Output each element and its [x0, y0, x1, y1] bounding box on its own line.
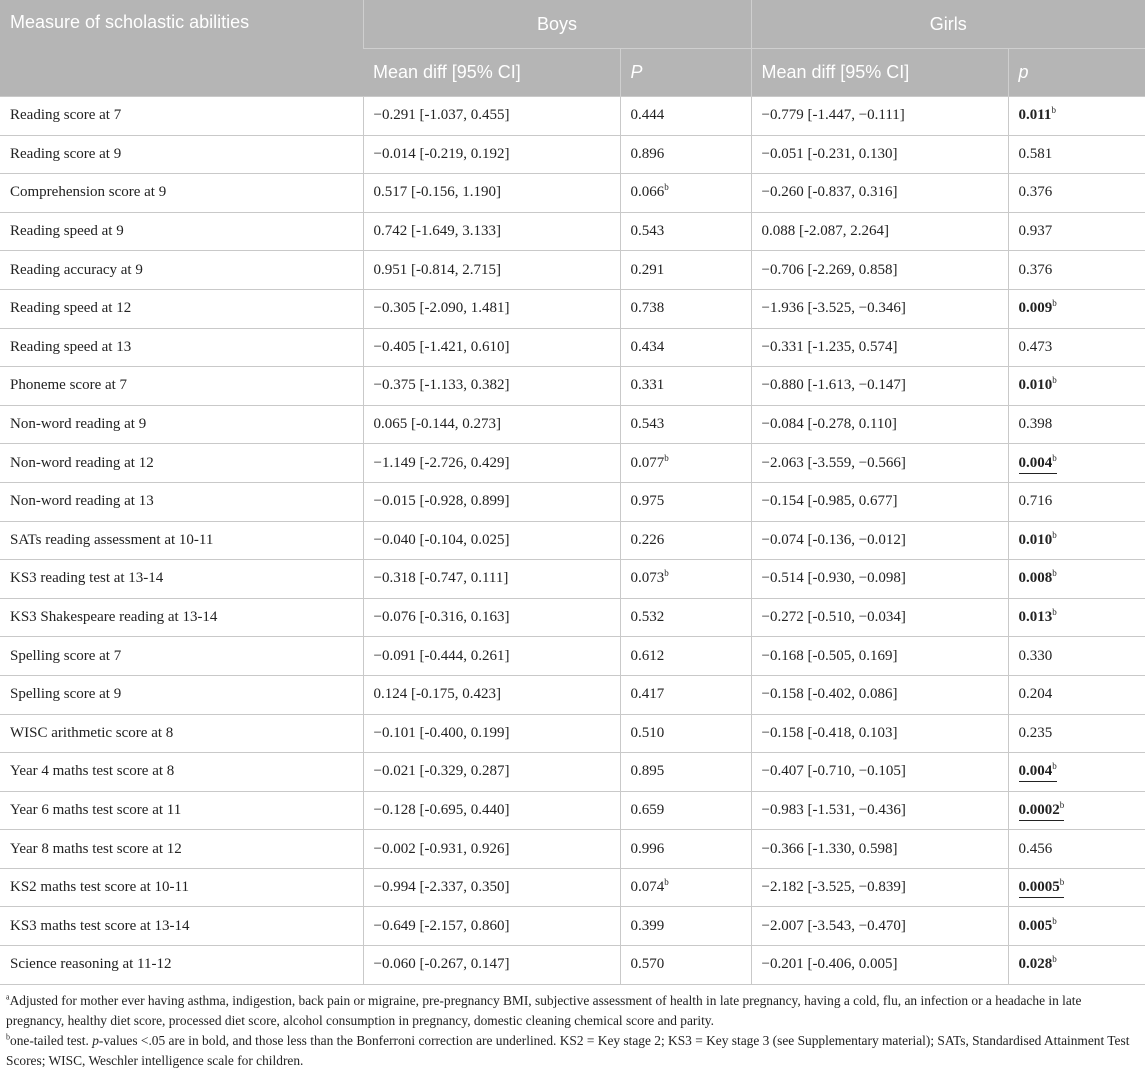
girls-mean-diff-cell: −0.514 [-0.930, −0.098]	[751, 560, 1008, 599]
girls-p-value: 0.581	[1018, 145, 1053, 162]
boys-p-cell	[620, 405, 751, 444]
girls-p-cell	[1008, 482, 1145, 521]
footnote-b-lead: one-tailed test.	[10, 1032, 93, 1048]
boys-p-footnote-mark: b	[664, 182, 669, 193]
boys-mean-diff-cell: −0.015 [-0.928, 0.899]	[363, 482, 620, 521]
girls-p-cell	[1008, 714, 1145, 753]
boys-p-cell	[620, 212, 751, 251]
table-row	[0, 367, 1145, 406]
boys-p-footnote-mark: b	[664, 568, 669, 579]
boys-mean-diff-cell: −0.375 [-1.133, 0.382]	[363, 367, 620, 406]
girls-p-cell	[1008, 444, 1145, 483]
girls-p-cell	[1008, 675, 1145, 714]
measure-cell: Reading speed at 12	[0, 289, 363, 328]
girls-p-footnote-mark: b	[1052, 915, 1057, 926]
girls-p-value-wrap	[1019, 956, 1057, 972]
boys-mean-diff-cell: −0.101 [-0.400, 0.199]	[363, 714, 620, 753]
boys-mean-diff-cell: 0.065 [-0.144, 0.273]	[363, 405, 620, 444]
table-row	[0, 289, 1145, 328]
girls-p-cell	[1008, 212, 1145, 251]
measure-cell: KS3 Shakespeare reading at 13-14	[0, 598, 363, 637]
girls-p-cell	[1008, 328, 1145, 367]
girls-p-cell	[1008, 97, 1145, 136]
boys-p-cell	[620, 714, 751, 753]
boys-p-value: 0.417	[630, 686, 665, 703]
table-body	[0, 97, 1145, 985]
girls-mean-diff-cell: −0.779 [-1.447, −0.111]	[751, 97, 1008, 136]
girls-mean-diff-cell: −0.168 [-0.505, 0.169]	[751, 637, 1008, 676]
boys-p-cell	[620, 791, 751, 830]
girls-mean-diff-cell: −0.272 [-0.510, −0.034]	[751, 598, 1008, 637]
boys-mean-diff-cell: 0.517 [-0.156, 1.190]	[363, 174, 620, 213]
boys-p-cell	[620, 946, 751, 985]
boys-p-value: 0.532	[630, 609, 665, 626]
girls-p-header: p	[1008, 49, 1145, 97]
boys-p-value: 0.659	[630, 801, 665, 818]
footnote-a	[6, 991, 1139, 1031]
table-row	[0, 753, 1145, 792]
girls-p-footnote-mark: b	[1052, 529, 1057, 540]
girls-p-value-wrap	[1019, 609, 1057, 625]
girls-mean-diff-cell: −0.260 [-0.837, 0.316]	[751, 174, 1008, 213]
girls-p-footnote-mark: b	[1052, 607, 1057, 618]
boys-p-cell	[620, 675, 751, 714]
footnote-a-text: Adjusted for mother ever having asthma, indigestion, back pain or migraine, pre-pregnancy BMI, subjective assessment of health in late pregnancy, having a cold, flu, an infection or a headache in late pregnancy, healthy diet score, processed diet score, alcohol consumption in pregnancy, domestic cleaning chemical score and parity.	[6, 992, 1082, 1028]
girls-p-footnote-mark: b	[1052, 568, 1057, 579]
boys-p-value: 0.444	[630, 107, 665, 124]
footnote-b-italic-p: p	[92, 1032, 99, 1048]
girls-mean-diff-cell: −0.074 [-0.136, −0.012]	[751, 521, 1008, 560]
girls-p-value: 0.204	[1018, 686, 1053, 703]
measure-cell: Reading speed at 9	[0, 212, 363, 251]
boys-p-value: 0.570	[630, 956, 665, 973]
girls-p-footnote-mark: b	[1052, 761, 1057, 772]
girls-p-footnote-mark: b	[1052, 298, 1057, 309]
boys-mean-diff-cell: −0.649 [-2.157, 0.860]	[363, 907, 620, 946]
boys-p-value: 0.226	[630, 531, 665, 548]
girls-group-header: Girls	[751, 0, 1145, 49]
girls-p-value-wrap	[1019, 107, 1056, 123]
table-row	[0, 328, 1145, 367]
girls-p-value-wrap	[1019, 262, 1053, 278]
boys-p-cell	[620, 328, 751, 367]
measure-cell: Reading score at 7	[0, 97, 363, 136]
measure-cell: Phoneme score at 7	[0, 367, 363, 406]
girls-p-value-wrap	[1018, 915, 1057, 934]
table-row	[0, 830, 1145, 869]
boys-group-header: Boys	[363, 0, 751, 49]
boys-p-cell	[620, 174, 751, 213]
table-row	[0, 212, 1145, 251]
table-row	[0, 946, 1145, 985]
girls-p-value: 0.330	[1018, 647, 1053, 664]
boys-p-cell	[620, 482, 751, 521]
measure-cell: WISC arithmetic score at 8	[0, 714, 363, 753]
boys-p-cell	[620, 251, 751, 290]
girls-mean-diff-header: Mean diff [95% CI]	[751, 49, 1008, 97]
boys-p-value: 0.399	[630, 917, 665, 934]
measure-cell: Year 6 maths test score at 11	[0, 791, 363, 830]
measure-cell: Non-word reading at 9	[0, 405, 363, 444]
measure-cell: Year 8 maths test score at 12	[0, 830, 363, 869]
footnote-b-mark: b	[6, 1032, 10, 1042]
boys-p-cell	[620, 444, 751, 483]
girls-p-value-wrap	[1018, 452, 1057, 474]
boys-p-cell	[620, 135, 751, 174]
boys-p-value: 0.066	[630, 184, 665, 201]
girls-p-value: 0.0002	[1018, 801, 1060, 818]
girls-p-footnote-mark: b	[1052, 954, 1057, 965]
girls-p-value: 0.005	[1018, 917, 1053, 934]
boys-mean-diff-cell: 0.742 [-1.649, 3.133]	[363, 212, 620, 251]
girls-p-footnote-mark: b	[1052, 375, 1057, 386]
measure-cell: Spelling score at 7	[0, 637, 363, 676]
boys-p-value: 0.434	[630, 338, 665, 355]
girls-p-value: 0.473	[1018, 338, 1053, 355]
boys-p-cell	[620, 598, 751, 637]
girls-p-cell	[1008, 637, 1145, 676]
girls-mean-diff-cell: −0.331 [-1.235, 0.574]	[751, 328, 1008, 367]
girls-p-value: 0.376	[1018, 184, 1053, 201]
table-row	[0, 97, 1145, 136]
girls-mean-diff-cell: 0.088 [-2.087, 2.264]	[751, 212, 1008, 251]
measure-cell: Non-word reading at 12	[0, 444, 363, 483]
girls-p-value: 0.010	[1018, 531, 1053, 548]
girls-p-value: 0.398	[1018, 416, 1053, 433]
girls-p-cell	[1008, 868, 1145, 907]
boys-p-value: 0.510	[630, 724, 665, 741]
girls-p-value-wrap	[1019, 686, 1053, 702]
girls-p-footnote-mark: b	[1052, 452, 1057, 463]
table-row	[0, 135, 1145, 174]
girls-p-value: 0.937	[1018, 223, 1053, 240]
girls-p-value: 0.009	[1018, 300, 1053, 317]
girls-p-value-wrap	[1019, 146, 1053, 162]
boys-mean-diff-cell: −0.060 [-0.267, 0.147]	[363, 946, 620, 985]
girls-p-value-wrap	[1019, 725, 1053, 741]
measure-cell: Reading accuracy at 9	[0, 251, 363, 290]
boys-mean-diff-cell: −0.305 [-2.090, 1.481]	[363, 289, 620, 328]
boys-mean-diff-cell: 0.124 [-0.175, 0.423]	[363, 675, 620, 714]
table-row	[0, 405, 1145, 444]
boys-p-cell	[620, 521, 751, 560]
table-row	[0, 560, 1145, 599]
measure-cell: Reading score at 9	[0, 135, 363, 174]
girls-p-footnote-mark: b	[1051, 105, 1056, 116]
table-row	[0, 482, 1145, 521]
girls-p-cell	[1008, 946, 1145, 985]
boys-p-cell	[620, 830, 751, 869]
boys-mean-diff-cell: −0.128 [-0.695, 0.440]	[363, 791, 620, 830]
girls-p-value: 0.235	[1018, 724, 1053, 741]
table-row	[0, 521, 1145, 560]
boys-p-cell	[620, 560, 751, 599]
table-row	[0, 868, 1145, 907]
girls-p-value: 0.004	[1018, 454, 1053, 471]
boys-p-header: P	[620, 49, 751, 97]
boys-p-cell	[620, 97, 751, 136]
footnote-b	[6, 1031, 1139, 1071]
girls-p-cell	[1008, 907, 1145, 946]
girls-p-value: 0.010	[1018, 377, 1053, 394]
girls-p-cell	[1008, 560, 1145, 599]
girls-mean-diff-cell: −0.154 [-0.985, 0.677]	[751, 482, 1008, 521]
girls-p-value-wrap	[1019, 648, 1053, 664]
girls-p-value-wrap	[1019, 184, 1053, 200]
boys-p-value: 0.543	[630, 416, 665, 433]
boys-p-footnote-mark: b	[664, 452, 669, 463]
boys-mean-diff-cell: −0.091 [-0.444, 0.261]	[363, 637, 620, 676]
boys-mean-diff-cell: −0.002 [-0.931, 0.926]	[363, 830, 620, 869]
girls-p-cell	[1008, 251, 1145, 290]
table-header	[0, 0, 1145, 97]
footnote-b-text: -values <.05 are in bold, and those less than the Bonferroni correction are underlined. KS2 = Key stage 2; KS3 = Key stage 3 (see Supplementary material); SATs, Standardised Attainment Test Scores; WISC, Weschler intelligence scale for children.	[6, 1032, 1130, 1068]
girls-p-cell	[1008, 405, 1145, 444]
girls-p-value-wrap	[1018, 799, 1065, 821]
boys-mean-diff-cell: −0.040 [-0.104, 0.025]	[363, 521, 620, 560]
boys-mean-diff-header: Mean diff [95% CI]	[363, 49, 620, 97]
girls-p-cell	[1008, 753, 1145, 792]
girls-p-cell	[1008, 598, 1145, 637]
table-row	[0, 791, 1145, 830]
measure-cell: KS3 maths test score at 13-14	[0, 907, 363, 946]
boys-p-cell	[620, 367, 751, 406]
table-row	[0, 598, 1145, 637]
girls-mean-diff-cell: −0.407 [-0.710, −0.105]	[751, 753, 1008, 792]
girls-p-value: 0.456	[1018, 840, 1053, 857]
table-row	[0, 444, 1145, 483]
girls-p-value-wrap	[1018, 529, 1057, 548]
measure-cell: Non-word reading at 13	[0, 482, 363, 521]
girls-p-value-wrap	[1019, 377, 1057, 393]
girls-p-cell	[1008, 289, 1145, 328]
girls-mean-diff-cell: −0.366 [-1.330, 0.598]	[751, 830, 1008, 869]
boys-p-cell	[620, 753, 751, 792]
boys-mean-diff-cell: −0.318 [-0.747, 0.111]	[363, 560, 620, 599]
measure-cell: Comprehension score at 9	[0, 174, 363, 213]
girls-p-cell	[1008, 521, 1145, 560]
girls-p-value-wrap	[1019, 223, 1053, 239]
girls-p-cell	[1008, 367, 1145, 406]
girls-p-value: 0.0005	[1018, 879, 1060, 896]
girls-mean-diff-cell: −0.983 [-1.531, −0.436]	[751, 791, 1008, 830]
measure-cell: Year 4 maths test score at 8	[0, 753, 363, 792]
boys-p-value: 0.077	[630, 454, 665, 471]
girls-p-value-wrap	[1019, 879, 1065, 898]
boys-p-value: 0.612	[630, 647, 665, 664]
measure-cell: SATs reading assessment at 10-11	[0, 521, 363, 560]
girls-mean-diff-cell: −0.084 [-0.278, 0.110]	[751, 405, 1008, 444]
boys-mean-diff-cell: −0.076 [-0.316, 0.163]	[363, 598, 620, 637]
header-row-groups	[0, 0, 1145, 49]
girls-p-value-wrap	[1019, 763, 1057, 782]
boys-p-cell	[620, 289, 751, 328]
boys-p-footnote-mark: b	[664, 877, 669, 888]
girls-p-value-wrap	[1019, 841, 1053, 857]
boys-p-value: 0.073	[630, 570, 665, 587]
girls-mean-diff-cell: −1.936 [-3.525, −0.346]	[751, 289, 1008, 328]
measure-cell: Spelling score at 9	[0, 675, 363, 714]
table-row	[0, 675, 1145, 714]
table-row	[0, 714, 1145, 753]
girls-mean-diff-cell: −0.201 [-0.406, 0.005]	[751, 946, 1008, 985]
girls-p-value-wrap	[1019, 339, 1053, 355]
girls-p-value-wrap	[1019, 416, 1053, 432]
boys-mean-diff-cell: −0.291 [-1.037, 0.455]	[363, 97, 620, 136]
girls-p-value-wrap	[1019, 300, 1057, 316]
girls-mean-diff-cell: −2.182 [-3.525, −0.839]	[751, 868, 1008, 907]
girls-mean-diff-cell: −2.007 [-3.543, −0.470]	[751, 907, 1008, 946]
boys-mean-diff-cell: −0.021 [-0.329, 0.287]	[363, 753, 620, 792]
boys-mean-diff-cell: −1.149 [-2.726, 0.429]	[363, 444, 620, 483]
boys-mean-diff-cell: −0.994 [-2.337, 0.350]	[363, 868, 620, 907]
girls-p-value: 0.716	[1018, 493, 1053, 510]
measure-cell: Reading speed at 13	[0, 328, 363, 367]
boys-p-value: 0.543	[630, 223, 665, 240]
girls-p-footnote-mark: b	[1059, 799, 1065, 810]
girls-p-value: 0.028	[1018, 956, 1053, 973]
girls-mean-diff-cell: −0.158 [-0.418, 0.103]	[751, 714, 1008, 753]
boys-p-cell	[620, 637, 751, 676]
measure-cell: KS2 maths test score at 10-11	[0, 868, 363, 907]
footnote-a-mark: a	[6, 992, 10, 1002]
boys-p-value: 0.996	[630, 840, 665, 857]
boys-p-cell	[620, 907, 751, 946]
boys-p-value: 0.331	[630, 377, 665, 394]
boys-p-value: 0.975	[630, 493, 665, 510]
girls-mean-diff-cell: −0.880 [-1.613, −0.147]	[751, 367, 1008, 406]
girls-mean-diff-cell: −0.051 [-0.231, 0.130]	[751, 135, 1008, 174]
boys-p-value: 0.896	[630, 145, 665, 162]
boys-p-value: 0.074	[630, 879, 665, 896]
girls-p-cell	[1008, 174, 1145, 213]
table-row	[0, 174, 1145, 213]
table-row	[0, 907, 1145, 946]
girls-p-value: 0.008	[1018, 570, 1053, 587]
boys-p-value: 0.895	[630, 763, 665, 780]
table-row	[0, 251, 1145, 290]
girls-p-value: 0.376	[1018, 261, 1053, 278]
girls-p-value-wrap	[1019, 570, 1057, 586]
girls-p-value: 0.004	[1018, 763, 1053, 780]
girls-p-value: 0.011	[1018, 107, 1052, 124]
table-footnotes	[0, 985, 1145, 1071]
boys-p-cell	[620, 868, 751, 907]
boys-mean-diff-cell: −0.405 [-1.421, 0.610]	[363, 328, 620, 367]
boys-p-value: 0.738	[630, 300, 665, 317]
girls-p-cell	[1008, 830, 1145, 869]
girls-p-footnote-mark: b	[1059, 877, 1065, 888]
boys-mean-diff-cell: −0.014 [-0.219, 0.192]	[363, 135, 620, 174]
measure-column-header: Measure of scholastic abilities	[0, 0, 363, 97]
measure-cell: KS3 reading test at 13-14	[0, 560, 363, 599]
measure-cell: Science reasoning at 11-12	[0, 946, 363, 985]
boys-mean-diff-cell: 0.951 [-0.814, 2.715]	[363, 251, 620, 290]
girls-p-cell	[1008, 135, 1145, 174]
girls-mean-diff-cell: −0.706 [-2.269, 0.858]	[751, 251, 1008, 290]
girls-mean-diff-cell: −0.158 [-0.402, 0.086]	[751, 675, 1008, 714]
table-row	[0, 637, 1145, 676]
girls-p-cell	[1008, 791, 1145, 830]
girls-p-value: 0.013	[1018, 609, 1053, 626]
boys-p-value: 0.291	[630, 261, 665, 278]
girls-p-value-wrap	[1019, 493, 1053, 509]
girls-mean-diff-cell: −2.063 [-3.559, −0.566]	[751, 444, 1008, 483]
